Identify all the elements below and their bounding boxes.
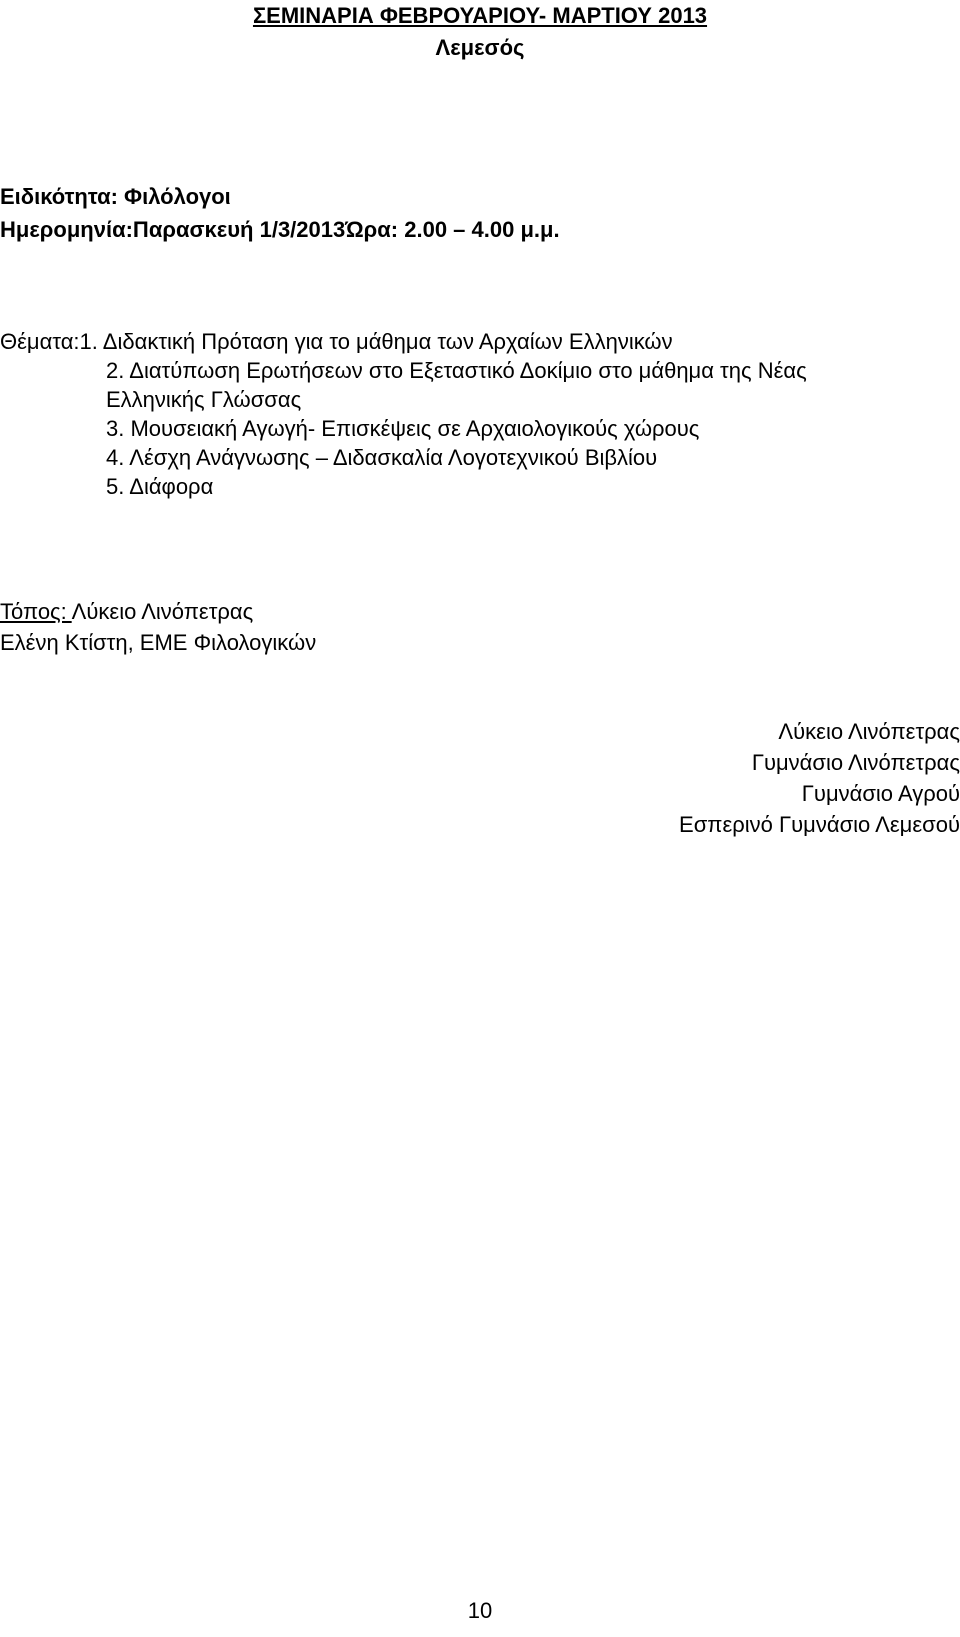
meta-block — [0, 180, 560, 246]
topic-item-1: Θέματα:1. Διδακτική Πρόταση για το μάθημα των Αρχαίων Ελληνικών — [0, 329, 673, 354]
school-item: Γυμνάσιο Αγρού — [801, 781, 960, 806]
topic-item-4: 4. Λέσχη Ανάγνωσης – Διδασκαλία Λογοτεχνικού Βιβλίου — [106, 445, 658, 470]
title-block — [0, 0, 960, 64]
document-title: ΣΕΜΙΝΑΡΙΑ ΦΕΒΡΟΥΑΡΙΟΥ- ΜΑΡΤΙΟΥ 2013 — [252, 3, 708, 28]
topic-item-2: 2. Διατύπωση Ερωτήσεων στο Εξεταστικό Δοκίμιο στο μάθημα της Νέας — [106, 358, 807, 383]
location-value: Λύκειο Λινόπετρας — [71, 599, 254, 624]
page-number: 10 — [467, 1598, 493, 1623]
school-item: Γυμνάσιο Λινόπετρας — [751, 750, 960, 775]
location-block — [0, 596, 316, 658]
schools-list — [679, 716, 960, 840]
topic-item-2-continued: Ελληνικής Γλώσσας — [106, 387, 302, 412]
topic-item-5: 5. Διάφορα — [106, 474, 214, 499]
location-line — [0, 596, 316, 627]
presenter-line: Ελένη Κτίστη, ΕΜΕ Φιλολογικών — [0, 630, 317, 655]
school-item: Λύκειο Λινόπετρας — [778, 719, 960, 744]
school-item: Εσπερινό Γυμνάσιο Λεμεσού — [679, 812, 960, 837]
date-time-line: Ημερομηνία:Παρασκευή 1/3/2013Ώρα: 2.00 – 4.00 μ.μ. — [0, 217, 560, 242]
topic-item-3: 3. Μουσειακή Αγωγή- Επισκέψεις σε Αρχαιολογικούς χώρους — [106, 416, 700, 441]
location-label: Τόπος: — [0, 599, 72, 624]
document-city: Λεμεσός — [435, 35, 525, 60]
topics-list — [0, 327, 807, 501]
specialty-line: Ειδικότητα: Φιλόλογοι — [0, 184, 231, 209]
